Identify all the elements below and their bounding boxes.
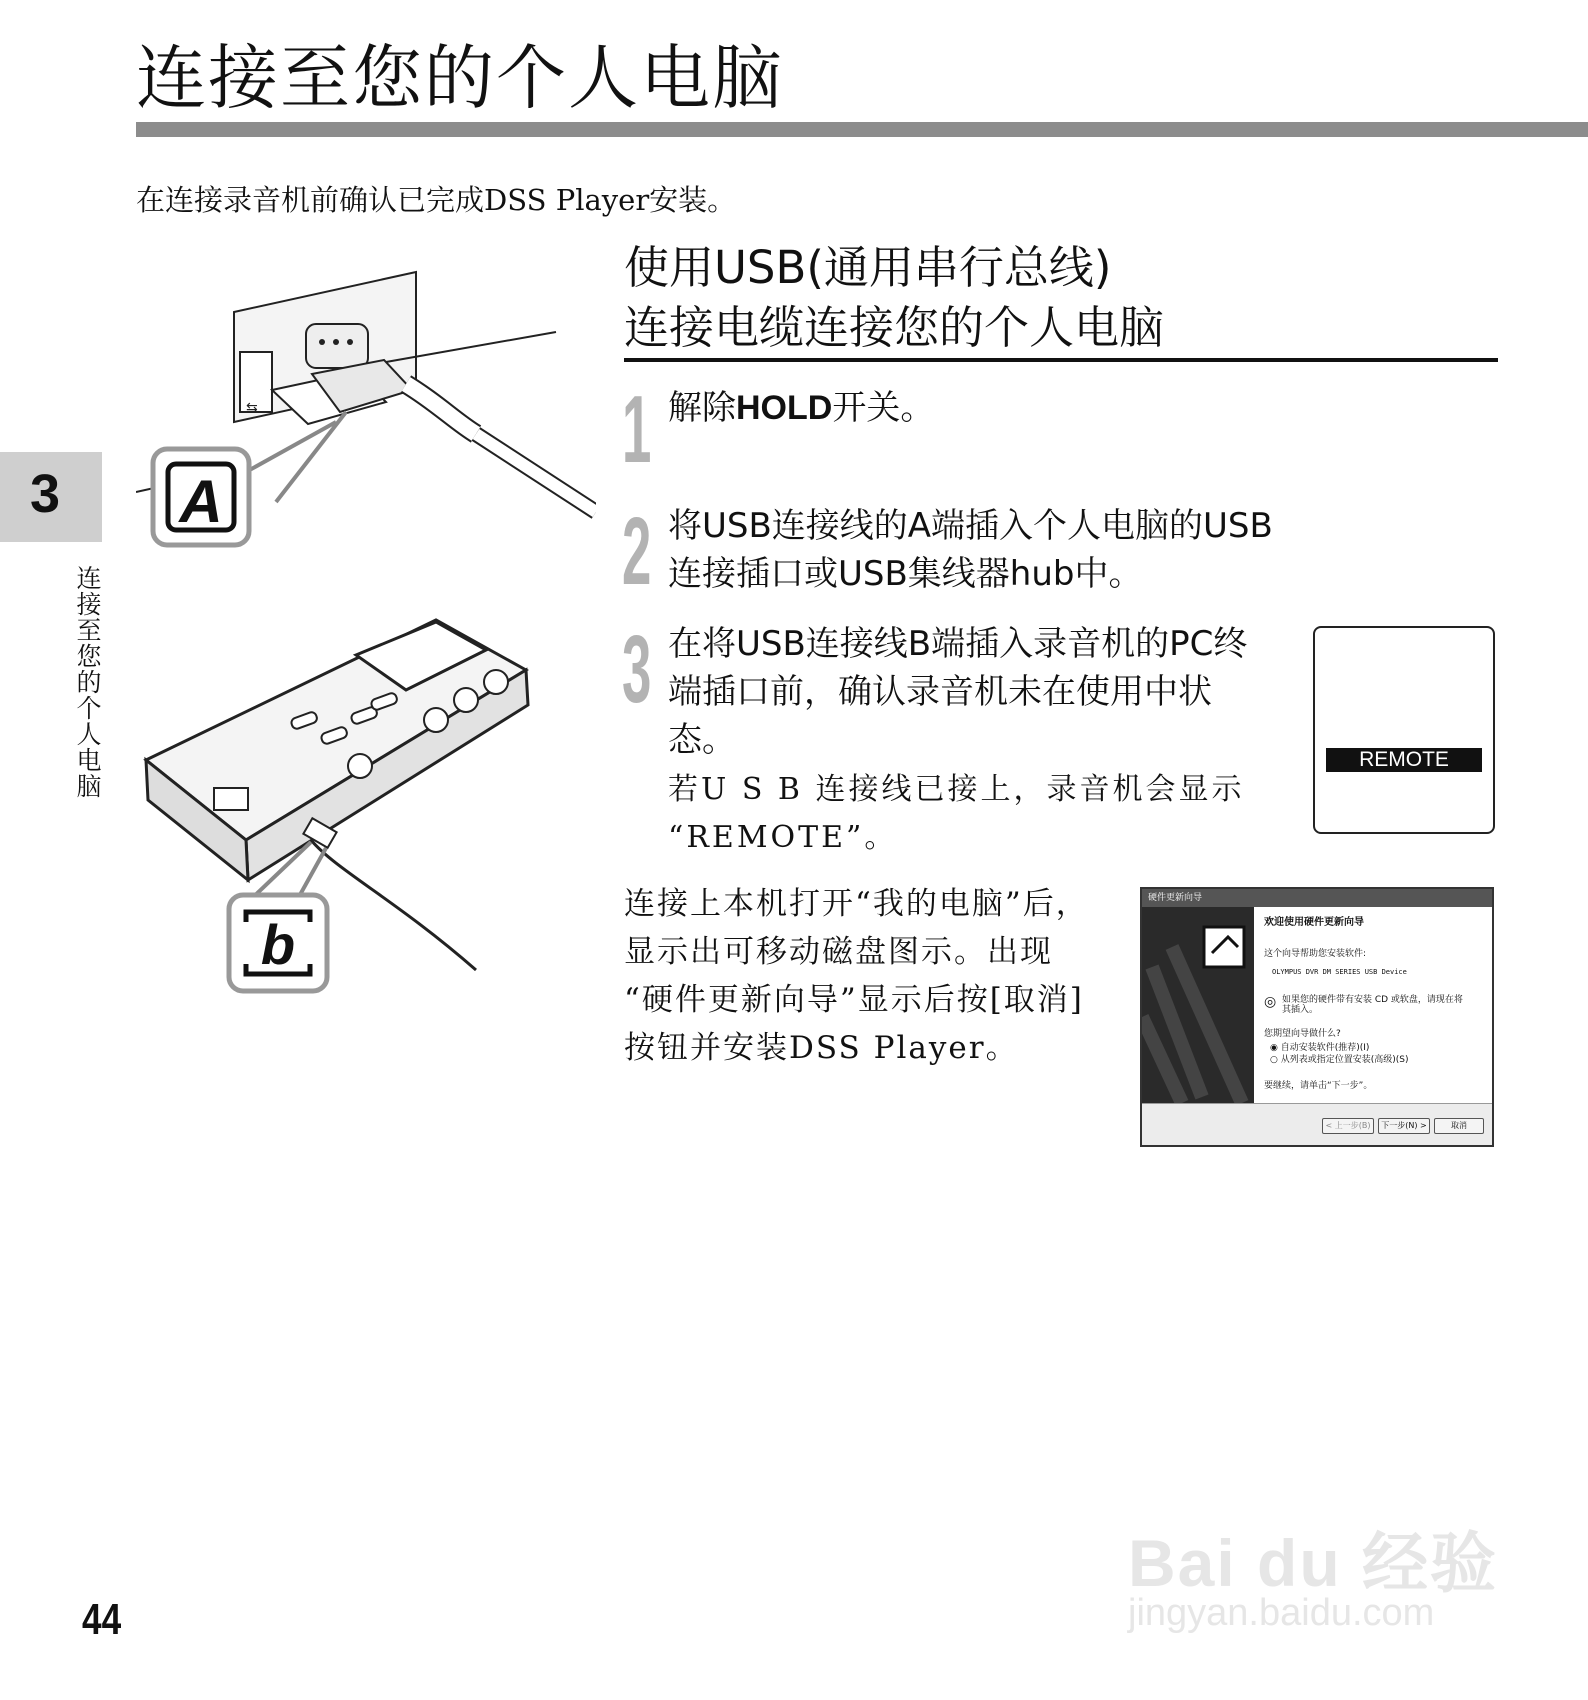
section-rule bbox=[624, 358, 1498, 362]
label-a-callout bbox=[150, 446, 252, 548]
cd-icon: ◎ bbox=[1264, 994, 1277, 1010]
intro-text: 在连接录音机前确认已完成DSS Player安装。 bbox=[136, 183, 737, 217]
dialog-continue: 要继续，请单击“下一步”。 bbox=[1264, 1081, 1373, 1091]
dialog-side-banner bbox=[1142, 907, 1254, 1103]
dialog-footer bbox=[1142, 1103, 1492, 1146]
chapter-side-label: 连接至您的个人电脑 bbox=[73, 565, 102, 799]
step-3-line3: 态。 bbox=[668, 720, 736, 760]
step-2-number: 2 bbox=[622, 498, 652, 605]
step-1-text bbox=[668, 384, 934, 432]
step-3-number: 3 bbox=[622, 616, 652, 723]
body-line2: 显示出可移动磁盘图示。出现 bbox=[624, 934, 1053, 970]
dialog-option1[interactable] bbox=[1270, 1043, 1369, 1054]
svg-text:⇆: ⇆ bbox=[246, 400, 258, 416]
dialog-option2[interactable] bbox=[1270, 1055, 1409, 1066]
step-3-note-line2: “REMOTE”。 bbox=[668, 820, 898, 855]
step-1-text-before: 解除 bbox=[668, 388, 736, 428]
step-1-text-after: 开关。 bbox=[832, 388, 935, 428]
label-a-text: A bbox=[179, 468, 223, 535]
label-b-text: b bbox=[260, 913, 296, 976]
dialog-cd-note-1: 如果您的硬件带有安装 CD 或软盘，请现在将 bbox=[1282, 995, 1463, 1005]
back-button[interactable]: < 上一步(B) bbox=[1322, 1118, 1374, 1134]
dialog-question: 您期望向导做什么? bbox=[1264, 1029, 1341, 1039]
step-2-text bbox=[668, 502, 1273, 598]
section-heading-line1: 使用USB(通用串行总线) bbox=[624, 241, 1112, 294]
dialog-device: OLYMPUS DVR DM SERIES USB Device bbox=[1272, 968, 1407, 976]
dialog-title: 硬件更新向导 bbox=[1142, 889, 1492, 907]
wizard-graphic bbox=[1142, 907, 1254, 1103]
dialog-line1: 这个向导帮助您安装软件: bbox=[1264, 949, 1367, 959]
section-heading-line2: 连接电缆连接您的个人电脑 bbox=[624, 301, 1165, 354]
step-3-text bbox=[668, 620, 1247, 764]
watermark-brand: Bai du 经验 bbox=[1128, 1526, 1499, 1600]
recorder-illustration bbox=[136, 610, 536, 980]
step-3-line2: 端插口前，确认录音机未在使用中状 bbox=[668, 672, 1212, 712]
step-2-line1: 将USB连接线的A端插入个人电脑的USB bbox=[668, 506, 1273, 546]
remote-indicator: REMOTE bbox=[1326, 748, 1482, 772]
step-3-note bbox=[668, 766, 1245, 862]
dialog-cd-note-2: 其插入。 bbox=[1282, 1005, 1319, 1015]
dialog-option2-label: 从列表或指定位置安装(高级)(S) bbox=[1280, 1055, 1409, 1065]
hardware-wizard-screenshot bbox=[1140, 887, 1494, 1147]
step-3-line1: 在将USB连接线B端插入录音机的PC终 bbox=[668, 624, 1248, 664]
page-title: 连接至您的个人电脑 bbox=[136, 37, 784, 119]
section-heading bbox=[624, 238, 1164, 358]
step-1-number: 1 bbox=[622, 376, 652, 483]
label-b-callout bbox=[226, 892, 330, 994]
step-2-line2: 连接插口或USB集线器hub中。 bbox=[668, 554, 1143, 594]
hold-label: HOLD bbox=[736, 389, 833, 427]
cancel-button[interactable]: 取消 bbox=[1434, 1118, 1484, 1134]
body-line1: 连接上本机打开“我的电脑”后， bbox=[624, 886, 1089, 922]
title-rule bbox=[136, 122, 1588, 137]
recorder-display bbox=[1313, 626, 1495, 834]
next-button[interactable]: 下一步(N) > bbox=[1378, 1118, 1430, 1134]
radio-selected-icon[interactable]: ◉ bbox=[1270, 1043, 1278, 1053]
page-number: 44 bbox=[82, 1595, 122, 1644]
watermark-url: jingyan.baidu.com bbox=[1128, 1592, 1435, 1634]
body-text bbox=[624, 880, 1089, 1072]
dialog-option1-label: 自动安装软件(推荐)(I) bbox=[1280, 1043, 1370, 1053]
step-3-note-line1: 若U S B 连接线已接上，录音机会显示 bbox=[668, 772, 1245, 807]
radio-empty-icon[interactable]: ○ bbox=[1270, 1055, 1278, 1065]
dialog-heading: 欢迎使用硬件更新向导 bbox=[1264, 917, 1364, 928]
dialog-content bbox=[1254, 907, 1492, 1103]
body-line4: 按钮并安装DSS Player。 bbox=[624, 1030, 1019, 1066]
body-line3: “硬件更新向导”显示后按[取消] bbox=[624, 982, 1084, 1018]
chapter-number: 3 bbox=[30, 464, 61, 524]
